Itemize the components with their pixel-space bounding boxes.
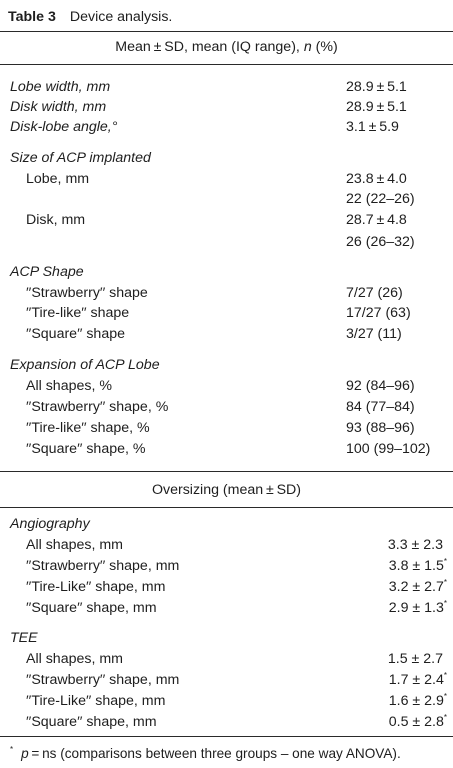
footnote-marker: *: [10, 745, 14, 754]
significance-marker: *: [443, 578, 447, 587]
row-value: [346, 439, 430, 459]
row-label: All shapes, %: [26, 378, 112, 394]
row-value: [389, 670, 447, 690]
top-rule: [0, 31, 453, 32]
row-label: ′′Strawberry′′ shape, %: [26, 399, 169, 415]
row-value-text: 92 (84–96): [346, 378, 415, 394]
row-value: [346, 117, 399, 137]
row-value-text: 3.8 ± 1.5: [388, 558, 444, 574]
row-label: Size of ACP implanted: [10, 150, 151, 166]
significance-marker: *: [443, 692, 447, 701]
row-value-text: 0.5 ± 2.8: [388, 714, 444, 730]
row-value-text: 84 (77–84): [346, 399, 415, 415]
row-label: ACP Shape: [10, 264, 84, 280]
row-value-text: 28.9 ± 5.1: [346, 99, 407, 115]
row-label: ′′Square′′ shape, mm: [26, 714, 157, 730]
significance-marker: *: [443, 557, 447, 566]
significance-marker: *: [443, 671, 447, 680]
row-value: [346, 418, 415, 438]
row-label: Lobe, mm: [26, 171, 90, 187]
row-label: ′′Square′′ shape, %: [26, 441, 146, 457]
row-value: [346, 397, 415, 417]
row-value: [389, 577, 447, 597]
column-header-1-pre: Mean ± SD, mean (IQ range),: [115, 39, 304, 55]
row-value-text: 2.9 ± 1.3: [388, 600, 444, 616]
row-value-text: 7/27 (26): [346, 285, 403, 301]
row-value: [389, 598, 447, 618]
row-value: [388, 535, 447, 555]
row-label: ′′Tire-like′′ shape, %: [26, 420, 150, 436]
section-rule-1: [0, 471, 453, 472]
table-title: [8, 7, 172, 27]
row-value: [346, 232, 415, 252]
row-label: Disk, mm: [26, 212, 86, 228]
row-label: Angiography: [10, 516, 90, 532]
row-value: [388, 649, 447, 669]
row-label: All shapes, mm: [26, 537, 123, 553]
row-label: Disk width, mm: [10, 99, 107, 115]
header-1-rule: [0, 64, 453, 65]
row-value-text: 3/27 (11): [346, 326, 402, 342]
row-value: [389, 556, 447, 576]
row-value: [346, 169, 407, 189]
footnote-text: = ns (comparisons between three groups – one way ANOVA).: [28, 746, 401, 761]
row-value-text: 22 (22–26): [346, 191, 415, 207]
row-label: ′′Tire-Like′′ shape, mm: [26, 693, 166, 709]
table-caption: Device analysis.: [69, 9, 173, 25]
significance-marker: *: [443, 599, 447, 608]
column-header-1-post: (%): [311, 39, 338, 55]
row-value-text: 1.7 ± 2.4: [388, 672, 444, 688]
row-value-text: 100 (99–102): [346, 441, 431, 457]
row-label: All shapes, mm: [26, 651, 123, 667]
row-label: Lobe width, mm: [10, 79, 111, 95]
row-label: ′′Tire-Like′′ shape, mm: [26, 579, 166, 595]
row-label: Expansion of ACP Lobe: [10, 357, 160, 373]
significance-marker: *: [443, 713, 447, 722]
row-label: ′′Strawberry′′ shape: [26, 285, 148, 301]
row-value: [346, 283, 403, 303]
row-value: [389, 712, 447, 732]
row-value-text: 26 (26–32): [346, 234, 415, 250]
row-label: TEE: [10, 630, 38, 646]
row-value: [346, 376, 415, 396]
bottom-rule: [0, 736, 453, 737]
column-header-2: Oversizing (mean ± SD): [151, 482, 302, 498]
row-value: [389, 691, 447, 711]
table-number: Table 3: [8, 9, 56, 25]
row-value-text: 1.6 ± 2.9: [388, 693, 444, 709]
row-value-text: 3.1 ± 5.9: [346, 119, 399, 135]
footnote: [10, 740, 401, 760]
column-header-1: [0, 37, 453, 57]
row-label: ′′Strawberry′′ shape, mm: [26, 672, 180, 688]
row-value: [346, 97, 407, 117]
row-value-text: 28.9 ± 5.1: [346, 79, 407, 95]
row-label: ′′Square′′ shape: [26, 326, 125, 342]
row-value: [346, 324, 402, 344]
row-label: Disk-lobe angle,°: [10, 119, 118, 135]
row-label: ′′Tire-like′′ shape: [26, 305, 130, 321]
row-value-text: 3.2 ± 2.7: [388, 579, 444, 595]
row-value-text: 17/27 (63): [346, 305, 411, 321]
row-value-text: 28.7 ± 4.8: [346, 212, 407, 228]
row-value-text: 93 (88–96): [346, 420, 415, 436]
footnote-p: p: [21, 746, 29, 761]
row-label: ′′Strawberry′′ shape, mm: [26, 558, 180, 574]
column-header-1-n: n: [303, 39, 312, 55]
row-value-text: 1.5 ± 2.7: [387, 651, 443, 667]
row-value: [346, 303, 411, 323]
row-value: [346, 77, 407, 97]
section-rule-2: [0, 507, 453, 508]
row-label: ′′Square′′ shape, mm: [26, 600, 157, 616]
row-value-text: 23.8 ± 4.0: [346, 171, 407, 187]
row-value-text: 3.3 ± 2.3: [387, 537, 443, 553]
row-value: [346, 210, 407, 230]
row-value: [346, 189, 415, 209]
